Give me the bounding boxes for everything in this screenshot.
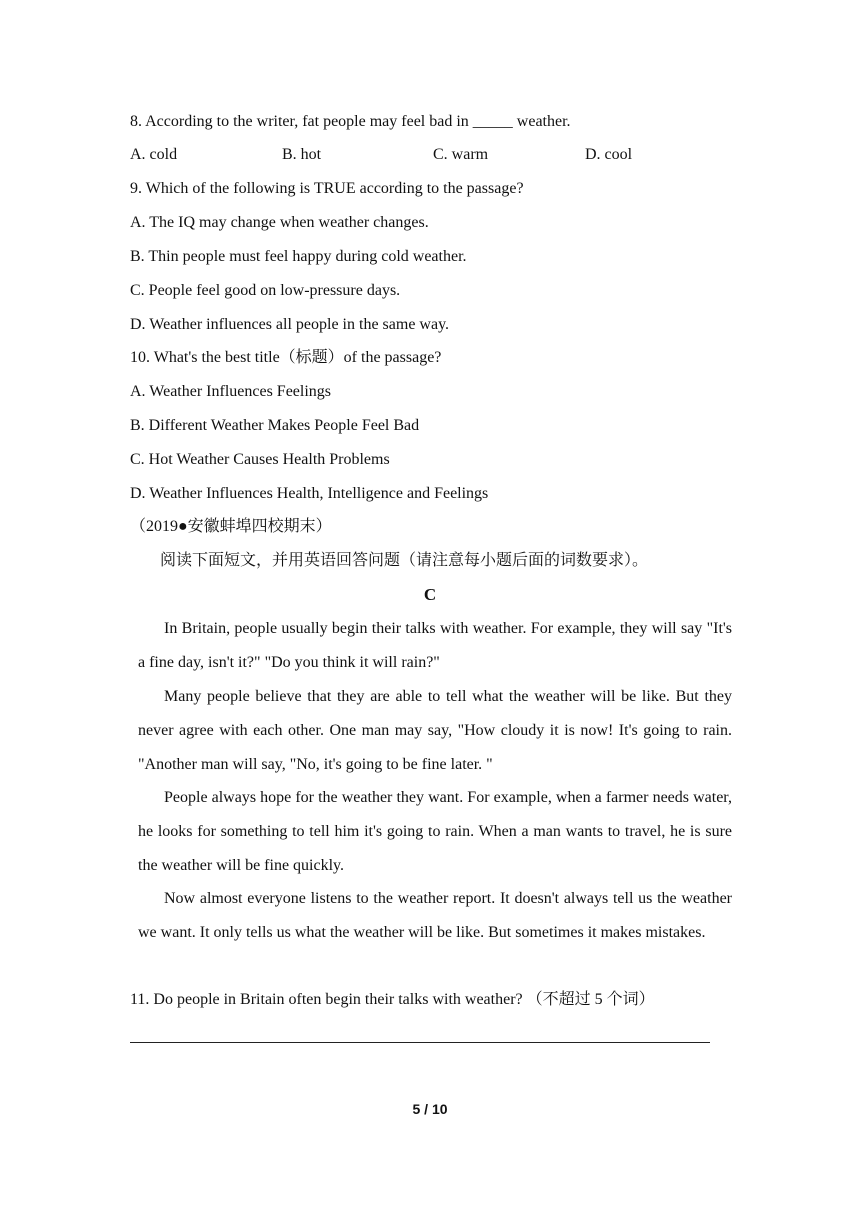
question-10-option-a: A. Weather Influences Feelings — [130, 383, 332, 400]
option-b: B. hot — [282, 146, 322, 163]
source-note: （2019●安徽蚌埠四校期末） — [130, 518, 332, 535]
passage-paragraph-4: Now almost everyone listens to the weather report. It doesn't always tell us the weather we want. It only tells us what the weather will be like. But sometimes it makes mistakes. — [138, 890, 732, 941]
option-c: C. warm — [433, 146, 489, 163]
answer-blank-line — [130, 1042, 710, 1043]
section-label: C — [423, 585, 437, 604]
question-8-stem: 8. According to the writer, fat people may feel bad in _____ weather. — [130, 113, 571, 130]
instruction: 阅读下面短文，并用英语回答问题（请注意每小题后面的词数要求）。 — [160, 552, 649, 569]
page-number: 5 / 10 — [412, 1101, 448, 1117]
question-9-stem: 9. Which of the following is TRUE according to the passage? — [130, 180, 524, 197]
question-8-options — [130, 145, 730, 165]
question-10-option-c: C. Hot Weather Causes Health Problems — [130, 451, 390, 468]
question-9-option-c: C. People feel good on low-pressure days. — [130, 282, 401, 299]
question-11-stem: 11. Do people in Britain often begin their talks with weather? （不超过 5 个词） — [130, 991, 655, 1008]
question-9-option-b: B. Thin people must feel happy during cold weather. — [130, 248, 467, 265]
passage-paragraph-3: People always hope for the weather they want. For example, when a farmer needs water, he looks for something to tell him it's going to rain. When a man wants to travel, he is sure the weather will be fine quickly. — [138, 789, 732, 874]
question-9-option-a: A. The IQ may change when weather changes. — [130, 214, 429, 231]
question-10-option-b: B. Different Weather Makes People Feel Bad — [130, 417, 420, 434]
option-a: A. cold — [130, 146, 178, 163]
passage-paragraph-2: Many people believe that they are able to tell what the weather will be like. But they never agree with each other. One man may say, "How cloudy it is now! It's going to rain. "Another man will say, "No, it's going to be fine later. " — [138, 688, 732, 773]
question-10-stem: 10. What's the best title（标题）of the passage? — [130, 349, 442, 366]
passage-paragraph-1: In Britain, people usually begin their talks with weather. For example, they will say "It's a fine day, isn't it?" "Do you think it will rain?" — [138, 620, 732, 671]
question-10-option-d: D. Weather Influences Health, Intelligence and Feelings — [130, 485, 489, 502]
option-d: D. cool — [585, 146, 633, 163]
question-9-option-d: D. Weather influences all people in the same way. — [130, 316, 450, 333]
